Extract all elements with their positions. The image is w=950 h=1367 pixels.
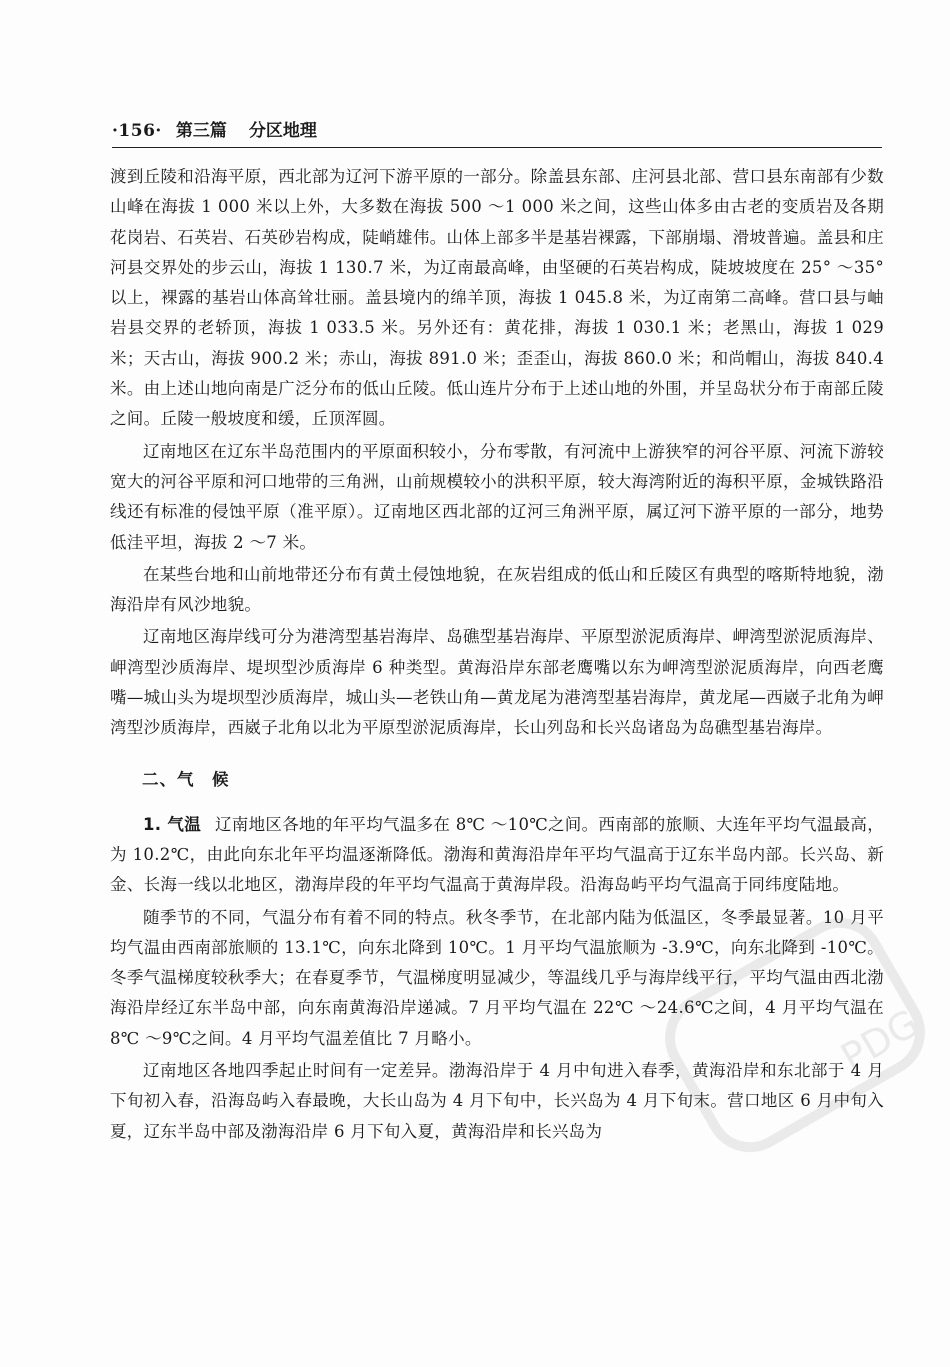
- temperature-text: 辽南地区各地的年平均气温多在 8℃ ～10℃之间。西南部的旅顺、大连年平均气温最高，为 10.2℃，由此向东北年平均温逐渐降低。渤海和黄海沿岸年平均气温高于辽东半岛内部。长兴岛、新金、长海一线以北地区，渤海岸段的年平均气温高于黄海岸段。沿海岛屿平均气温高于同纬度陆地。: [110, 814, 884, 895]
- paragraph-plains: 辽南地区在辽东半岛范围内的平原面积较小，分布零散，有河流中上游狭窄的河谷平原、河流下游较宽大的河谷平原和河口地带的三角洲，山前规模较小的洪积平原，较大海湾附近的海积平原，金城铁路沿线还有标准的侵蚀平原（准平原）。辽南地区西北部的辽河三角洲平原，属辽河下游平原的一部分，地势低洼平坦，海拔 2 ～7 米。: [110, 441, 884, 552]
- watermark-seal: [640, 895, 950, 1175]
- part-subtitle: 分区地理: [248, 121, 317, 141]
- paragraph-seasonal-temperature: 随季节的不同，气温分布有着不同的特点。秋冬季节，在北部内陆为低温区，冬季最显著。10 月平均气温由西南部旅顺的 13.1℃，向东北降到 10℃。1 月平均气温旅顺为 -3.9℃，向东北降到 -10℃。冬季气温梯度较秋季大；在春夏季节，气温梯度明显减少，等温线几乎与海岸线平行，平均气温由西北渤海沿岸经辽东半岛中部，向东南黄海沿岸递减。7 月平均气温在 22℃ ～24.6℃之间，4 月平均气温在 8℃ ～9℃之间。4 月平均气温差值比 7 月略小。: [110, 907, 884, 1048]
- watermark-text: PDG: [833, 1000, 927, 1080]
- paragraph-coastline: 辽南地区海岸线可分为港湾型基岩海岸、岛礁型基岩海岸、平原型淤泥质海岸、岬湾型淤泥质海岸、岬湾型沙质海岸、堤坝型沙质海岸 6 种类型。黄海沿岸东部老鹰嘴以东为岬湾型淤泥质海岸，向西老鹰嘴—城山头为堤坝型沙质海岸，城山头—老铁山角—黄龙尾为港湾型基岩海岸，黄龙尾—西崴子北角为岬湾型沙质海岸，西崴子北角以北为平原型淤泥质海岸，长山列岛和长兴岛诸岛为岛礁型基岩海岸。: [110, 627, 884, 738]
- part-title: 第三篇: [175, 121, 227, 141]
- paragraph-loess-karst: 在某些台地和山前地带还分布有黄土侵蚀地貌，在灰岩组成的低山和丘陵区有典型的喀斯特地貌，渤海沿岸有风沙地貌。: [110, 564, 884, 615]
- section-heading-climate: 二、气 候: [142, 769, 230, 789]
- running-header: [112, 118, 882, 148]
- subsection-lead-temperature: 1. 气温: [143, 814, 201, 834]
- paragraph-seasons: 辽南地区各地四季起止时间有一定差异。渤海沿岸于 4 月中旬进入春季，黄海沿岸和东北部于 4 月下旬初入春，沿海岛屿入春最晚，大长山岛为 4 月下旬中，长兴岛为 4 月下旬末。营口地区 6 月中旬入夏，辽东半岛中部及渤海沿岸 6 月下旬入夏，黄海沿岸和长兴岛为: [110, 1061, 884, 1141]
- page-number: ·156·: [112, 121, 162, 141]
- paragraph-landforms: 渡到丘陵和沿海平原，西北部为辽河下游平原的一部分。除盖县东部、庄河县北部、营口县东南部有少数山峰在海拔 1 000 米以上外，大多数在海拔 500 ～1 000 米之间，这些山体多由古老的变质岩及各期花岗岩、石英岩、石英砂岩构成，陡峭雄伟。山体上部多半是基岩裸露，下部崩塌、滑坡普遍。盖县和庄河县交界处的步云山，海拔 1 130.7 米，为辽南最高峰，由坚硬的石英岩构成，陡坡坡度在 25° ～35°以上，裸露的基岩山体高耸壮丽。盖县境内的绵羊顶，海拔 1 045.8 米，为辽南第二高峰。营口县与岫岩县交界的老轿顶，海拔 1 033.5 米。另外还有：黄花排，海拔 1 030.1 米；老黑山，海拔 1 029 米；天古山，海拔 900.2 米；赤山，海拔 891.0 米；歪歪山，海拔 860.0 米；和尚帽山，海拔 840.4 米。由上述山地向南是广泛分布的低山丘陵。低山连片分布于上述山地的外围，并呈岛状分布于南部丘陵之间。丘陵一般坡度和缓，丘顶浑圆。: [110, 167, 884, 429]
- paragraph-temperature: [110, 810, 884, 901]
